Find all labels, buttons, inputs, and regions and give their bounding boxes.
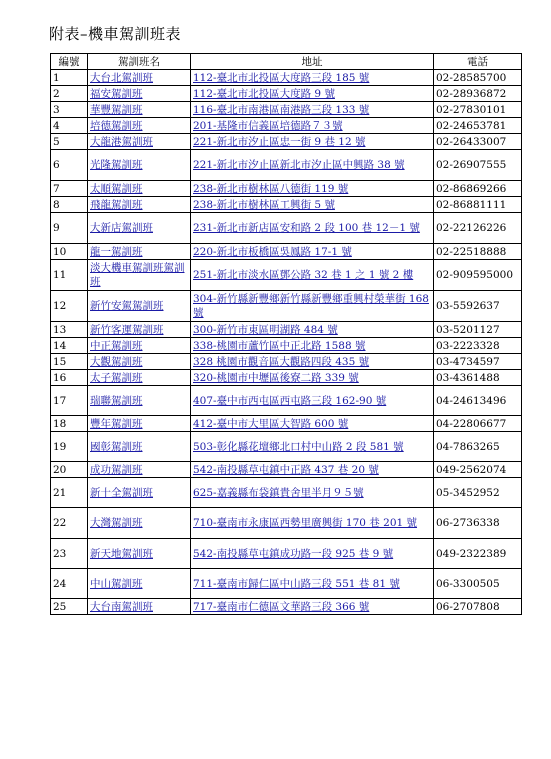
address-cell	[191, 118, 434, 134]
row-number: 16	[51, 370, 88, 386]
school-name-cell	[88, 260, 191, 291]
table-row	[51, 213, 522, 244]
address-cell	[191, 150, 434, 181]
address-link[interactable]: 231-新北市新店區安和路 2 段 100 巷 12－1 號	[193, 222, 420, 234]
address-cell	[191, 569, 434, 599]
address-link[interactable]: 542-南投縣草屯鎮成功路一段 925 巷 9 號	[193, 547, 394, 560]
table-row	[51, 244, 522, 260]
school-name-cell	[88, 291, 191, 322]
phone-cell: 04-24613496	[434, 386, 522, 416]
row-number: 12	[51, 291, 88, 322]
phone-cell: 03-4734597	[434, 354, 522, 370]
address-cell	[191, 291, 434, 322]
address-link[interactable]: 221-新北市汐止區忠一街 9 巷 12 號	[193, 135, 366, 148]
table-header-row	[51, 54, 522, 70]
school-name-link[interactable]: 豐年駕訓班	[90, 417, 143, 430]
school-name-cell	[88, 370, 191, 386]
table-row	[51, 370, 522, 386]
school-name-cell	[88, 322, 191, 338]
school-name-link[interactable]: 淡大機車駕訓班駕訓班	[90, 262, 185, 288]
row-number: 22	[51, 508, 88, 539]
address-link[interactable]: 112-臺北市北投區大度路 9 號	[193, 87, 335, 100]
row-number: 1	[51, 70, 88, 86]
table-row	[51, 181, 522, 197]
school-name-link[interactable]: 龍一駕訓班	[90, 245, 143, 258]
address-cell	[191, 322, 434, 338]
address-link[interactable]: 328 桃園市觀音區大觀路四段 435 號	[193, 355, 370, 368]
address-link[interactable]: 717-臺南市仁德區文華路三段 366 號	[193, 600, 370, 613]
table-row	[51, 354, 522, 370]
phone-cell: 04-22806677	[434, 416, 522, 432]
school-name-cell	[88, 102, 191, 118]
address-link[interactable]: 221-新北市汐止區新北市汐止區中興路 38 號	[193, 159, 405, 171]
address-link[interactable]: 320-桃園市中壢區後寮二路 339 號	[193, 371, 359, 384]
address-cell	[191, 478, 434, 508]
address-link[interactable]: 300-新竹市東區明湖路 484 號	[193, 323, 338, 336]
header-phone: 電話	[434, 54, 522, 70]
row-number: 19	[51, 432, 88, 462]
address-link[interactable]: 407-臺中市西屯區西屯路三段 162-90 號	[193, 394, 387, 407]
row-number: 4	[51, 118, 88, 134]
phone-cell: 03-5592637	[434, 291, 522, 322]
school-name-cell	[88, 181, 191, 197]
phone-cell: 02-909595000	[434, 260, 522, 291]
school-name-cell	[88, 244, 191, 260]
address-cell	[191, 134, 434, 150]
table-row	[51, 569, 522, 599]
driving-school-table	[50, 53, 522, 615]
row-number: 9	[51, 213, 88, 244]
school-name-link[interactable]: 中山駕訓班	[90, 577, 143, 590]
row-number: 7	[51, 181, 88, 197]
table-row	[51, 70, 522, 86]
phone-cell: 06-3300505	[434, 569, 522, 599]
school-name-cell	[88, 118, 191, 134]
address-link[interactable]: 238-新北市樹林區八德街 119 號	[193, 182, 349, 195]
school-name-link[interactable]: 國彰駕訓班	[90, 440, 143, 453]
phone-cell: 06-2707808	[434, 599, 522, 615]
address-link[interactable]: 201-基隆市信義區培德路７３號	[193, 119, 343, 132]
table-row	[51, 150, 522, 181]
row-number: 24	[51, 569, 88, 599]
school-name-link[interactable]: 大台北駕訓班	[90, 71, 153, 84]
phone-cell: 02-27830101	[434, 102, 522, 118]
address-link[interactable]: 112-臺北市北投區大度路三段 185 號	[193, 71, 370, 84]
phone-cell: 02-86881111	[434, 197, 522, 213]
row-number: 21	[51, 478, 88, 508]
address-cell	[191, 86, 434, 102]
row-number: 15	[51, 354, 88, 370]
school-name-link[interactable]: 光隆駕訓班	[90, 159, 143, 171]
address-link[interactable]: 412-臺中市大里區大智路 600 號	[193, 417, 349, 430]
table-row	[51, 291, 522, 322]
phone-cell: 04-7863265	[434, 432, 522, 462]
school-name-link[interactable]: 中正駕訓班	[90, 339, 143, 352]
school-name-cell	[88, 338, 191, 354]
row-number: 8	[51, 197, 88, 213]
phone-cell: 02-22518888	[434, 244, 522, 260]
phone-cell: 03-5201127	[434, 322, 522, 338]
phone-cell: 02-22126226	[434, 213, 522, 244]
address-link[interactable]: 503-彰化縣花壇鄉北口村中山路 2 段 581 號	[193, 440, 404, 453]
phone-cell: 02-28936872	[434, 86, 522, 102]
table-row	[51, 386, 522, 416]
row-number: 2	[51, 86, 88, 102]
row-number: 25	[51, 599, 88, 615]
row-number: 23	[51, 539, 88, 569]
address-cell	[191, 213, 434, 244]
table-row	[51, 539, 522, 569]
table-row	[51, 416, 522, 432]
school-name-cell	[88, 432, 191, 462]
address-cell	[191, 244, 434, 260]
phone-cell: 03-2223328	[434, 338, 522, 354]
table-row	[51, 86, 522, 102]
address-link[interactable]: 710-臺南市永康區西勢里廣興街 170 巷 201 號	[193, 517, 418, 529]
address-cell	[191, 197, 434, 213]
school-name-link[interactable]: 太順駕訓班	[90, 182, 143, 195]
address-cell	[191, 70, 434, 86]
school-name-cell	[88, 478, 191, 508]
address-cell	[191, 508, 434, 539]
header-address: 地址	[191, 54, 434, 70]
school-name-link[interactable]: 成功駕訓班	[90, 463, 143, 476]
school-name-cell	[88, 508, 191, 539]
school-name-cell	[88, 86, 191, 102]
address-link[interactable]: 116-臺北市南港區南港路三段 133 號	[193, 103, 370, 116]
school-name-cell	[88, 539, 191, 569]
school-name-cell	[88, 213, 191, 244]
school-name-link[interactable]: 培德駕訓班	[90, 119, 143, 132]
address-link[interactable]: 542-南投縣草屯鎮中正路 437 巷 20 號	[193, 463, 379, 476]
row-number: 13	[51, 322, 88, 338]
school-name-cell	[88, 569, 191, 599]
school-name-cell	[88, 416, 191, 432]
address-link[interactable]: 251-新北市淡水區鄧公路 32 巷 1 之 1 號 2 樓	[193, 269, 414, 281]
row-number: 20	[51, 462, 88, 478]
table-row	[51, 260, 522, 291]
row-number: 10	[51, 244, 88, 260]
school-name-link[interactable]: 瑞聯駕訓班	[90, 394, 143, 407]
table-row	[51, 462, 522, 478]
row-number: 14	[51, 338, 88, 354]
school-name-cell	[88, 462, 191, 478]
phone-cell: 02-28585700	[434, 70, 522, 86]
address-cell	[191, 102, 434, 118]
address-link[interactable]: 711-臺南市歸仁區中山路三段 551 巷 81 號	[193, 577, 400, 590]
table-row	[51, 432, 522, 462]
school-name-cell	[88, 386, 191, 416]
header-school-name: 駕訓班名	[88, 54, 191, 70]
header-number: 編號	[51, 54, 88, 70]
row-number: 5	[51, 134, 88, 150]
school-name-link[interactable]: 大觀駕訓班	[90, 355, 143, 368]
table-row	[51, 118, 522, 134]
table-row	[51, 599, 522, 615]
address-link[interactable]: 625-嘉義縣布袋鎮貴舍里半月９５號	[193, 486, 364, 499]
address-cell	[191, 539, 434, 569]
row-number: 6	[51, 150, 88, 181]
school-name-cell	[88, 134, 191, 150]
table-row	[51, 508, 522, 539]
address-cell	[191, 260, 434, 291]
address-cell	[191, 181, 434, 197]
school-name-cell	[88, 354, 191, 370]
school-name-link[interactable]: 太子駕訓班	[90, 371, 143, 384]
address-cell	[191, 416, 434, 432]
phone-cell: 02-26433007	[434, 134, 522, 150]
address-cell	[191, 599, 434, 615]
row-number: 17	[51, 386, 88, 416]
school-name-link[interactable]: 大灣駕訓班	[90, 517, 143, 529]
address-link[interactable]: 238-新北市樹林區工興街 5 號	[193, 198, 335, 211]
address-link[interactable]: 338-桃園市蘆竹區中正北路 1588 號	[193, 339, 366, 352]
school-name-link[interactable]: 新竹客運駕訓班	[90, 323, 164, 336]
table-row	[51, 197, 522, 213]
address-cell	[191, 354, 434, 370]
school-name-link[interactable]: 新十全駕訓班	[90, 486, 153, 499]
table-row	[51, 322, 522, 338]
address-cell	[191, 338, 434, 354]
phone-cell: 02-24653781	[434, 118, 522, 134]
address-link[interactable]: 304-新竹縣新豐鄉新竹縣新豐鄉重興村榮華街 168 號	[193, 293, 429, 319]
row-number: 11	[51, 260, 88, 291]
address-cell	[191, 370, 434, 386]
school-name-link[interactable]: 飛龍駕訓班	[90, 198, 143, 211]
table-row	[51, 338, 522, 354]
phone-cell: 03-4361488	[434, 370, 522, 386]
table-row	[51, 102, 522, 118]
school-name-link[interactable]: 新竹安駕駕訓班	[90, 300, 164, 312]
phone-cell: 049-2322389	[434, 539, 522, 569]
phone-cell: 02-86869266	[434, 181, 522, 197]
phone-cell: 02-26907555	[434, 150, 522, 181]
row-number: 18	[51, 416, 88, 432]
school-name-cell	[88, 599, 191, 615]
school-name-link[interactable]: 大新店駕訓班	[90, 222, 153, 234]
page-title: 附表–機車駕訓班表	[49, 25, 182, 43]
phone-cell: 06-2736338	[434, 508, 522, 539]
school-name-link[interactable]: 大龍港駕訓班	[90, 135, 153, 148]
school-name-cell	[88, 70, 191, 86]
address-cell	[191, 432, 434, 462]
address-cell	[191, 386, 434, 416]
school-name-link[interactable]: 華豐駕訓班	[90, 103, 143, 116]
school-name-cell	[88, 150, 191, 181]
table-row	[51, 478, 522, 508]
table-row	[51, 134, 522, 150]
school-name-link[interactable]: 大台南駕訓班	[90, 600, 153, 613]
school-name-link[interactable]: 新天地駕訓班	[90, 547, 153, 560]
row-number: 3	[51, 102, 88, 118]
school-name-cell	[88, 197, 191, 213]
school-name-link[interactable]: 福安駕訓班	[90, 87, 143, 100]
phone-cell: 05-3452952	[434, 478, 522, 508]
address-link[interactable]: 220-新北市板橋區吳鳳路 17-1 號	[193, 245, 352, 258]
address-cell	[191, 462, 434, 478]
phone-cell: 049-2562074	[434, 462, 522, 478]
